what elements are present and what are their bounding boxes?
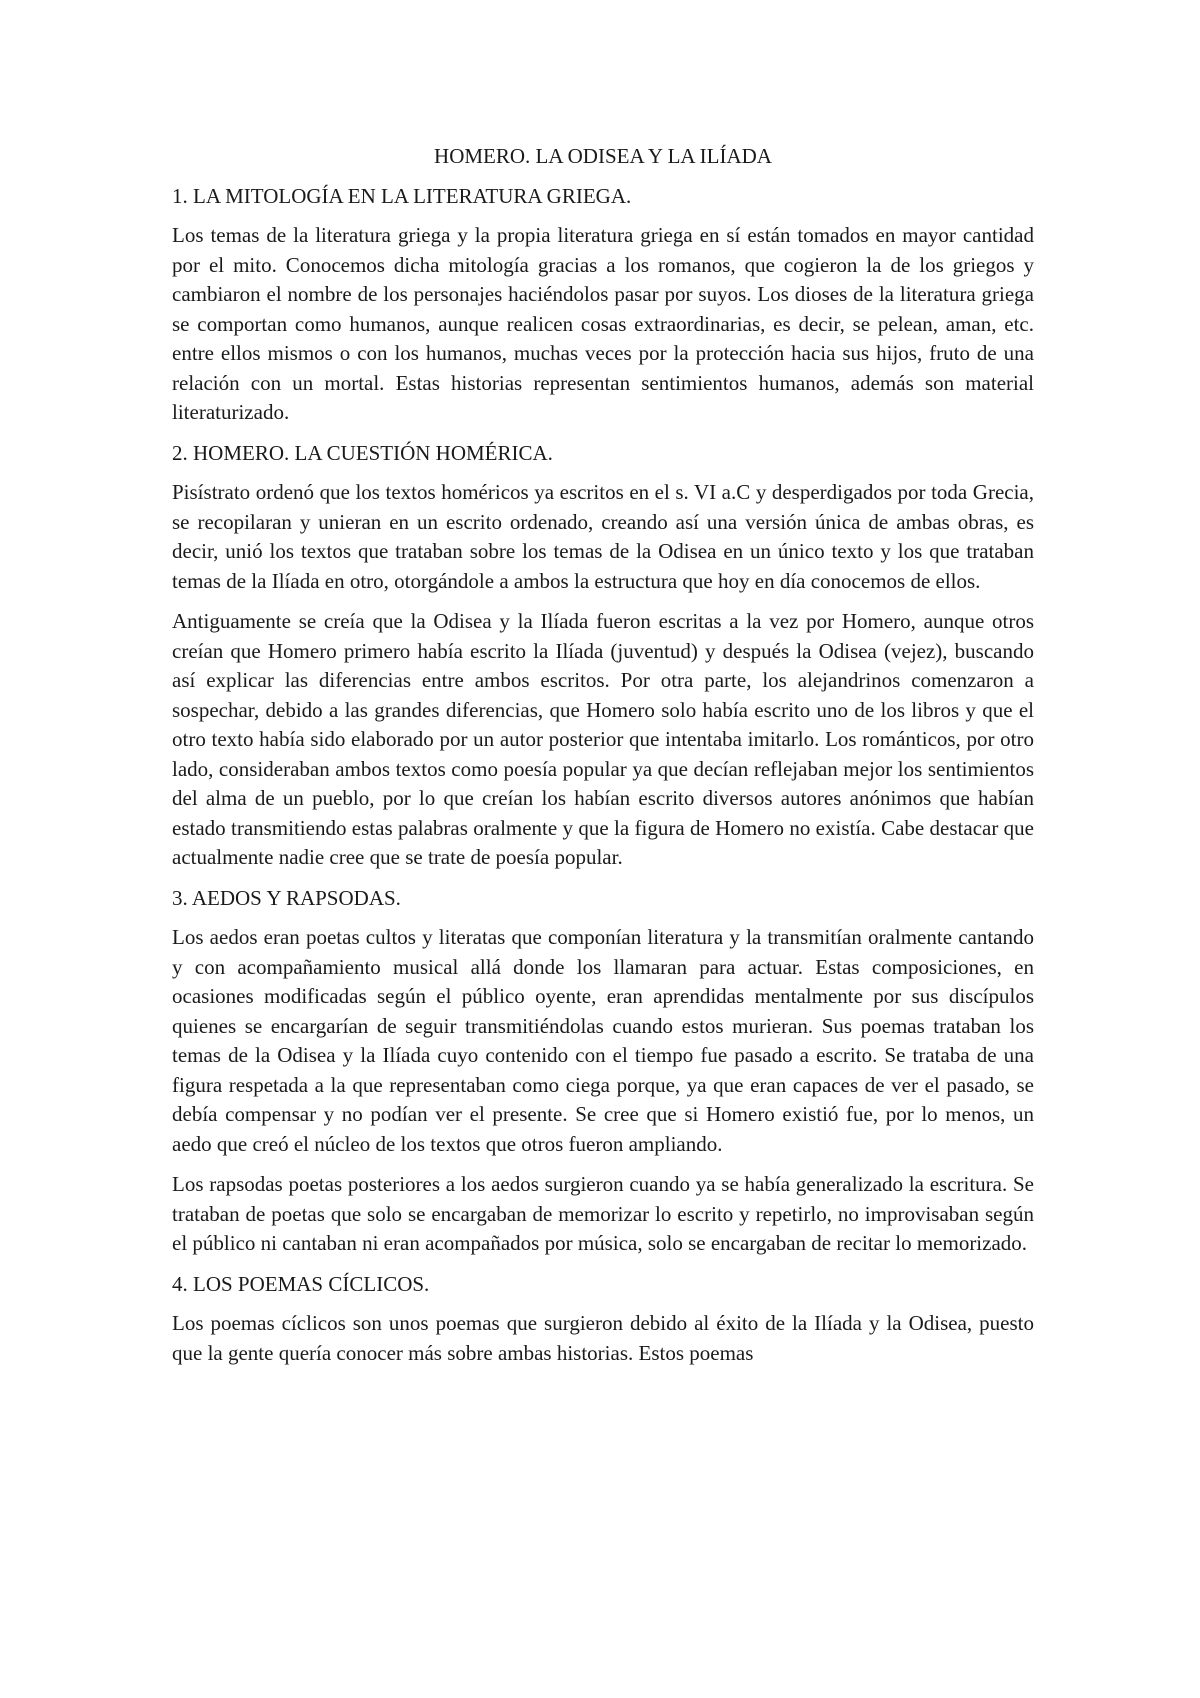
document-page — [172, 142, 1034, 1379]
section-mitologia — [172, 182, 1034, 428]
section-aedos-rapsodas — [172, 884, 1034, 1259]
paragraph: Los aedos eran poetas cultos y literatas que componían literatura y la transmitían oralmente cantando y con acompañamiento musical allá donde los llamaran para actuar. Estas composiciones, en ocasiones modificadas según el público oyente, eran aprendidas mentalmente por sus discípulos quienes se encargarían de seguir transmitiéndolas cuando estos murieran. Sus poemas trataban los temas de la Odisea y la Ilíada cuyo contenido con el tiempo fue pasado a escrito. Se trataba de una figura respetada a la que representaban como ciega porque, ya que eran capaces de ver el pasado, se debía compensar y no podían ver el presente. Se cree que si Homero existió fue, por lo menos, un aedo que creó el núcleo de los textos que otros fueron ampliando. — [172, 925, 1034, 1156]
section-heading: 2. HOMERO. LA CUESTIÓN HOMÉRICA. — [172, 440, 553, 465]
paragraph: Los rapsodas poetas posteriores a los aedos surgieron cuando ya se había generalizado la escritura. Se trataban de poetas que solo se encargaban de memorizar lo escrito y repetirlo, no improvisaban según el público ni cantaban ni eran acompañados por música, solo se encargaban de recitar lo memorizado. — [172, 1172, 1034, 1255]
section-heading: 4. LOS POEMAS CÍCLICOS. — [172, 1271, 430, 1296]
paragraph: Pisístrato ordenó que los textos homéricos ya escritos en el s. VI a.C y desperdigados por toda Grecia, se recopilaran y unieran en un escrito ordenado, creando así una versión única de ambas obras, es decir, unió los textos que trataban sobre los temas de la Odisea en un único texto y los que trataban temas de la Ilíada en otro, otorgándole a ambos la estructura que hoy en día conocemos de ellos. — [172, 480, 1034, 593]
section-poemas-ciclicos — [172, 1270, 1034, 1369]
section-heading: 3. AEDOS Y RAPSODAS. — [172, 885, 401, 910]
section-cuestion-homerica — [172, 439, 1034, 873]
document-title: HOMERO. LA ODISEA Y LA ILÍADA — [434, 144, 772, 168]
section-heading: 1. LA MITOLOGÍA EN LA LITERATURA GRIEGA. — [172, 183, 632, 208]
paragraph: Los poemas cíclicos son unos poemas que surgieron debido al éxito de la Ilíada y la Odisea, puesto que la gente quería conocer más sobre ambas historias. Estos poemas — [172, 1311, 1034, 1365]
paragraph: Antiguamente se creía que la Odisea y la Ilíada fueron escritas a la vez por Homero, aunque otros creían que Homero primero había escrito la Ilíada (juventud) y después la Odisea (vejez), buscando así explicar las diferencias entre ambos escritos. Por otra parte, los alejandrinos comenzaron a sospechar, debido a las grandes diferencias, que Homero solo había escrito uno de los libros y que el otro texto había sido elaborado por un autor posterior que intentaba imitarlo. Los románticos, por otro lado, consideraban ambos textos como poesía popular ya que decían reflejaban mejor los sentimientos del alma de un pueblo, por lo que creían los habían escrito diversos autores anónimos que habían estado transmitiendo estas palabras oralmente y que la figura de Homero no existía. Cabe destacar que actualmente nadie cree que se trate de poesía popular. — [172, 609, 1034, 869]
paragraph: Los temas de la literatura griega y la propia literatura griega en sí están tomados en mayor cantidad por el mito. Conocemos dicha mitología gracias a los romanos, que cogieron la de los griegos y cambiaron el nombre de los personajes haciéndolos pasar por suyos. Los dioses de la literatura griega se comportan como humanos, aunque realicen cosas extraordinarias, es decir, se pelean, aman, etc. entre ellos mismos o con los humanos, muchas veces por la protección hacia sus hijos, fruto de una relación con un mortal. Estas historias representan sentimientos humanos, además son material literaturizado. — [172, 223, 1034, 424]
